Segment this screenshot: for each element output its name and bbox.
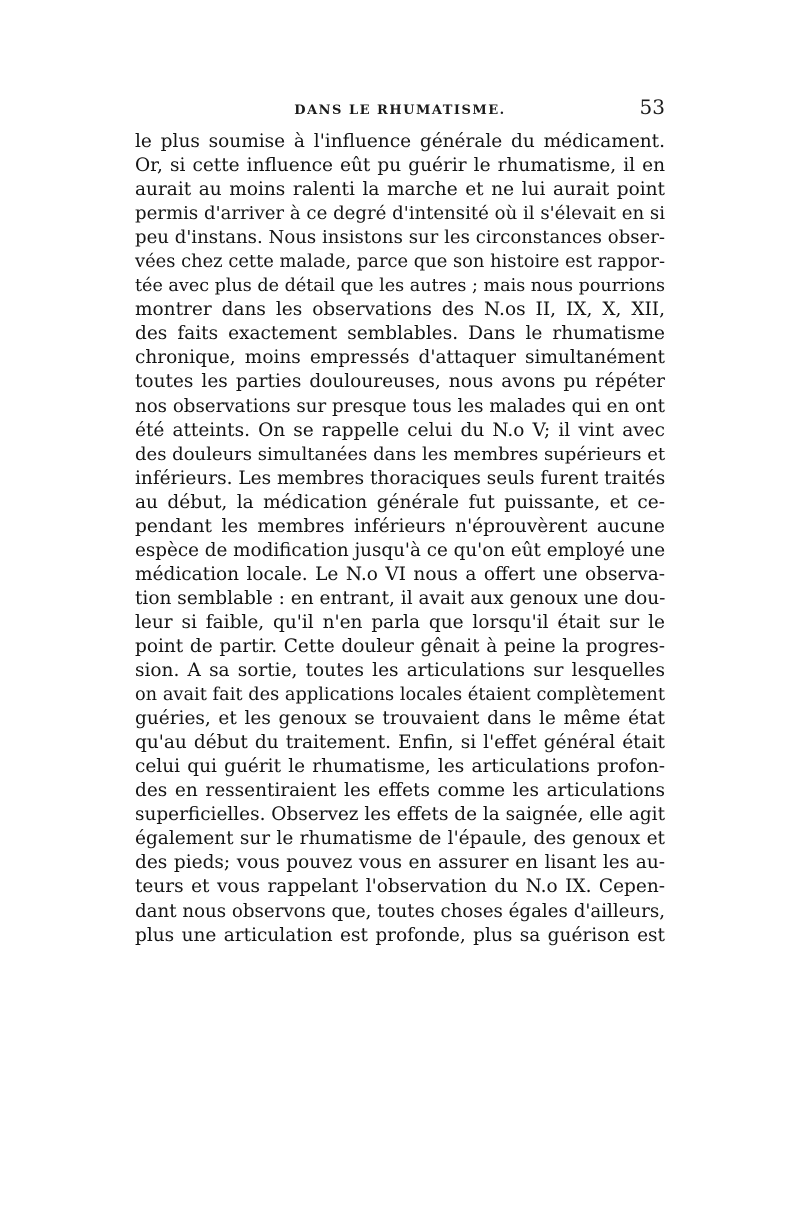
text-line: des en ressentiraient les effets comme les articulations bbox=[135, 780, 665, 802]
running-title: DANS LE RHUMATISME. bbox=[294, 103, 506, 118]
text-line: vées chez cette malade, parce que son histoire est rappor- bbox=[135, 251, 665, 273]
text-line: montrer dans les observations des N.os II, IX, X, XII, bbox=[135, 299, 665, 321]
text-line: peu d'instans. Nous insistons sur les circonstances obser- bbox=[135, 227, 665, 249]
text-line: sion. A sa sortie, toutes les articulations sur lesquelles bbox=[135, 660, 665, 682]
text-line: on avait fait des applications locales étaient complètement bbox=[135, 685, 665, 706]
text-line: inférieurs. Les membres thoraciques seuls furent traités bbox=[135, 467, 666, 489]
text-line: au début, la médication générale fut puissante, et ce- bbox=[135, 491, 665, 513]
text-line: des pieds; vous pouvez vous en assurer en lisant les au- bbox=[135, 852, 665, 874]
text-line: nos observations sur presque tous les malades qui en ont bbox=[135, 395, 665, 417]
text-line: point de partir. Cette douleur gênait à peine la progres- bbox=[135, 635, 665, 657]
text-line: également sur le rhumatisme de l'épaule, des genoux et bbox=[135, 828, 665, 850]
text-line: des faits exactement semblables. Dans le rhumatisme bbox=[135, 323, 665, 345]
text-line: toutes les parties douloureuses, nous avons pu répéter bbox=[135, 371, 665, 393]
text-line: qu'au début du traitement. Enfin, si l'effet général était bbox=[135, 732, 665, 754]
text-line: tée avec plus de détail que les autres ; mais nous pourrions bbox=[135, 276, 666, 297]
text-line: chronique, moins empressés d'attaquer simultanément bbox=[135, 347, 665, 369]
text-line: permis d'arriver à ce degré d'intensité où il s'élevait en si bbox=[135, 203, 665, 225]
text-line: médication locale. Le N.o VI nous a offert une observa- bbox=[135, 563, 665, 585]
text-line: guéries, et les genoux se trouvaient dans le même état bbox=[135, 708, 665, 730]
text-line: Or, si cette influence eût pu guérir le rhumatisme, il en bbox=[135, 155, 665, 177]
page-number: 53 bbox=[639, 95, 665, 119]
text-line: espèce de modification jusqu'à ce qu'on eût employé une bbox=[135, 539, 666, 561]
text-line: des douleurs simultanées dans les membres supérieurs et bbox=[135, 443, 666, 465]
running-head bbox=[135, 95, 665, 131]
text-line: tion semblable : en entrant, il avait aux genoux une dou- bbox=[135, 587, 666, 609]
text-line: superficielles. Observez les effets de la saignée, elle agit bbox=[135, 804, 665, 826]
text-line: celui qui guérit le rhumatisme, les articulations profon- bbox=[135, 756, 665, 778]
text-line: leur si faible, qu'il n'en parla que lorsqu'il était sur le bbox=[135, 611, 665, 633]
text-line: le plus soumise à l'influence générale du médicament. bbox=[135, 131, 665, 152]
text-line: dant nous observons que, toutes choses égales d'ailleurs, bbox=[135, 900, 665, 922]
text-line: teurs et vous rappelant l'observation du N.o IX. Cepen- bbox=[135, 876, 665, 898]
body-text bbox=[135, 130, 665, 948]
text-line: aurait au moins ralenti la marche et ne lui aurait point bbox=[135, 179, 665, 201]
text-line: plus une articulation est profonde, plus sa guérison est bbox=[135, 924, 665, 946]
text-line: été atteints. On se rappelle celui du N.o V; il vint avec bbox=[135, 419, 665, 441]
text-line: pendant les membres inférieurs n'éprouvèrent aucune bbox=[135, 515, 665, 537]
